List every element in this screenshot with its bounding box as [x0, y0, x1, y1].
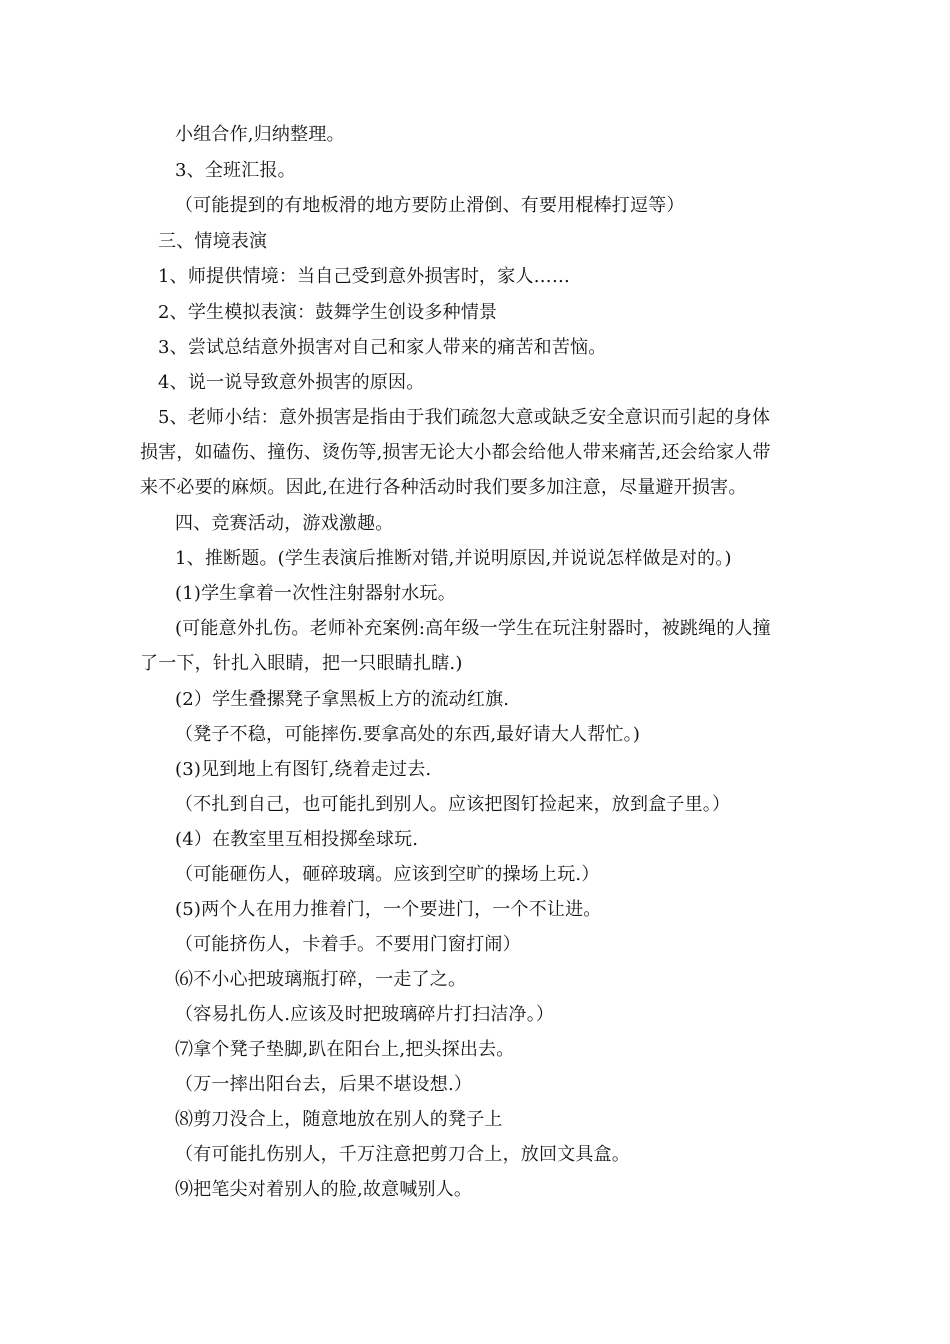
text-line: （万一摔出阳台去，后果不堪设想.）: [175, 1074, 473, 1095]
text-line: ⑼把笔尖对着别人的脸,故意喊别人。: [175, 1179, 473, 1200]
text-line: （可能砸伤人，砸碎玻璃。应该到空旷的操场上玩.）: [175, 864, 600, 885]
text-line: 损害，如磕伤、撞伤、烫伤等,损害无论大小都会给他人带来痛苦,还会给家人带: [140, 442, 771, 463]
text-line: （有可能扎伤别人，千万注意把剪刀合上，放回文具盒。: [175, 1144, 630, 1165]
text-line: （凳子不稳，可能摔伤.要拿高处的东西,最好请大人帮忙。): [175, 724, 641, 745]
section-heading: 三、情境表演: [158, 231, 268, 252]
text-line: （不扎到自己，也可能扎到别人。应该把图钉捡起来，放到盒子里。）: [175, 794, 731, 815]
section-heading: 四、竞赛活动，游戏激趣。: [175, 513, 394, 534]
text-line: 小组合作,归纳整理。: [175, 124, 345, 145]
text-line: 2、学生模拟表演：鼓舞学生创设多种情景: [158, 302, 498, 323]
text-line: ⑻剪刀没合上，随意地放在别人的凳子上: [175, 1109, 503, 1130]
text-line: (1)学生拿着一次性注射器射水玩。: [175, 583, 456, 604]
text-line: (5)两个人在用力推着门，一个要进门，一个不让进。: [175, 899, 602, 920]
text-line: ⑹不小心把玻璃瓶打碎，一走了之。: [175, 969, 467, 990]
text-line: 了一下，针扎入眼睛，把一只眼睛扎瞎.): [140, 653, 463, 674]
text-line: 4、说一说导致意外损害的原因。: [158, 372, 425, 393]
text-line: 1、师提供情境：当自己受到意外损害时，家人……: [158, 266, 571, 287]
text-line: （可能提到的有地板滑的地方要防止滑倒、有要用棍棒打逗等）: [175, 195, 685, 216]
text-line: 1、推断题。(学生表演后推断对错,并说明原因,并说说怎样做是对的。): [175, 548, 732, 569]
text-line: (可能意外扎伤。老师补充案例:高年级一学生在玩注射器时，被跳绳的人撞: [175, 618, 771, 639]
text-line: 3、全班汇报。: [175, 160, 296, 181]
text-line: 3、尝试总结意外损害对自己和家人带来的痛苦和苦恼。: [158, 337, 607, 358]
text-line: (2）学生叠摞凳子拿黑板上方的流动红旗.: [175, 689, 510, 710]
text-line: ⑺拿个凳子垫脚,趴在阳台上,把头探出去。: [175, 1039, 515, 1060]
text-line: （可能挤伤人，卡着手。不要用门窗打闹）: [175, 934, 521, 955]
text-line: 来不必要的麻烦。因此,在进行各种活动时我们要多加注意，尽量避开损害。: [140, 477, 747, 498]
text-line: （容易扎伤人.应该及时把玻璃碎片打扫洁净。）: [175, 1004, 555, 1025]
text-line: (3)见到地上有图钉,绕着走过去.: [175, 759, 432, 780]
text-line: (4）在教室里互相投掷垒球玩.: [175, 829, 419, 850]
text-line: 5、老师小结：意外损害是指由于我们疏忽大意或缺乏安全意识而引起的身体: [158, 407, 771, 428]
